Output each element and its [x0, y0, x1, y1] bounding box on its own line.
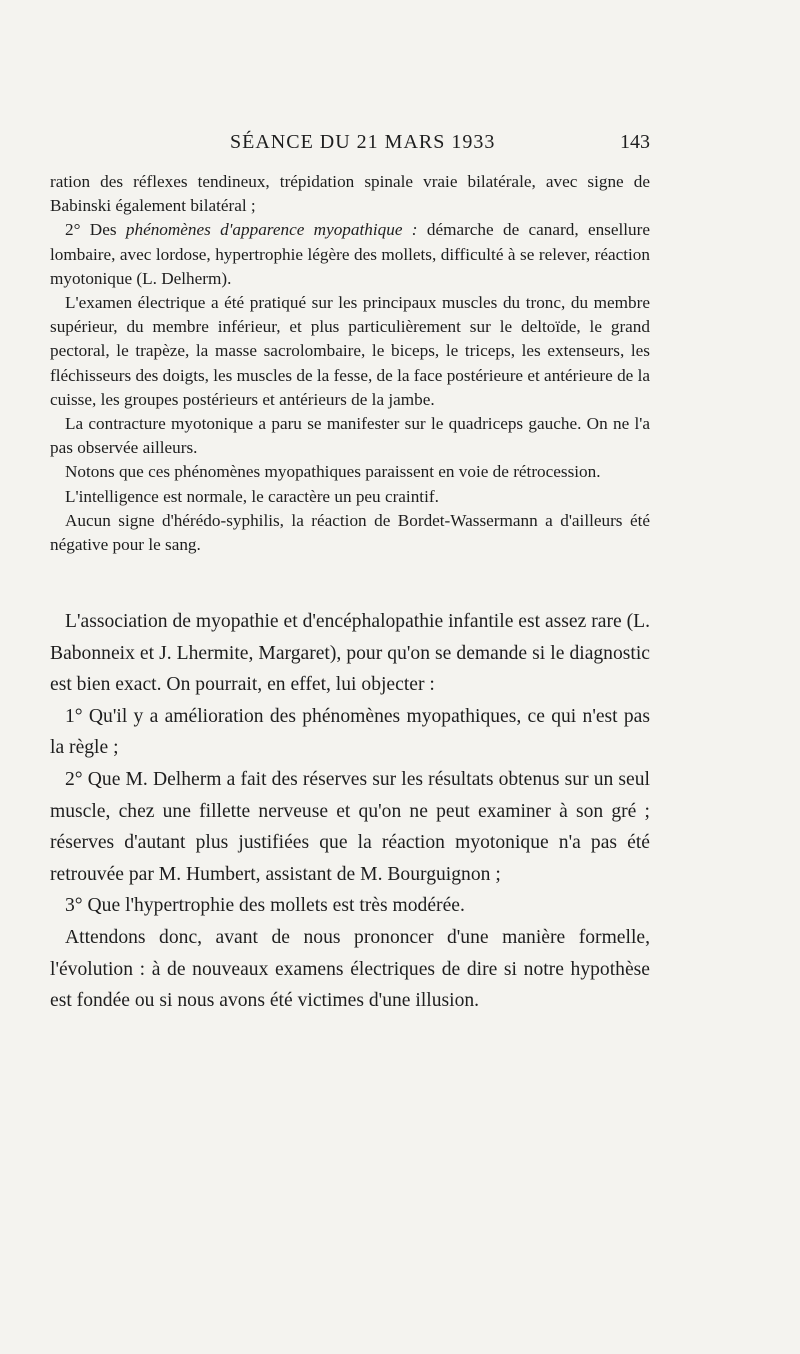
paragraph-intelligence: L'intelligence est normale, le caractère un peu craintif.: [65, 486, 439, 506]
page-number: 143: [620, 131, 650, 153]
paragraph-myopathic-signs: [50, 218, 650, 291]
paragraph-myotonic-contracture: La contracture myotonique a paru se manifester sur le quadriceps gauche. On ne l'a pas observée ailleurs.: [50, 414, 650, 458]
paragraph-conclusion: Attendons donc, avant de nous prononcer d'une manière formelle, l'évolution : à de nouveaux examens électriques de dire si notre hypothèse est fondée ou si nous avons été victimes d'une illusion.: [50, 926, 650, 1012]
paragraph-objection-1: 1° Qu'il y a amélioration des phénomènes myopathiques, ce qui n'est pas la règle ;: [50, 705, 650, 759]
paragraph-syphilis: Aucun signe d'hérédo-syphilis, la réaction de Bordet-Wassermann a d'ailleurs été négative pour le sang.: [50, 510, 650, 555]
discussion-text: [50, 606, 650, 1017]
paragraph-regression: Notons que ces phénomènes myopathiques paraissent en voie de rétrocession.: [65, 462, 601, 482]
paragraph-lead: 2° Des: [65, 220, 126, 240]
italic-term: phénomènes d'apparence myopathique :: [125, 220, 418, 240]
paragraph-rest: démarche de canard, ensellure lombaire, avec lordose, hypertrophie légère des mollets, difficulté à se relever, réaction myotonique (L. Delherm).: [50, 220, 650, 288]
running-title: SÉANCE DU 21 MARS 1933: [230, 131, 496, 153]
paragraph-reflexes: ration des réflexes tendineux, trépidation spinale vraie bilatérale, avec signe de Babinski également bilatéral ;: [50, 172, 650, 216]
running-header: [50, 131, 650, 157]
paragraph-electrical-exam: L'examen électrique a été pratiqué sur les principaux muscles du tronc, du membre supérieur, du membre inférieur, et plus particulièrement sur le deltoïde, le grand pectoral, le trapèze, la masse sacrolombaire, le biceps, le triceps, les extenseurs, les fléchisseurs des doigts, les muscles de la fesse, de la face postérieure et antérieure de la cuisse, les groupes postérieurs et antérieurs de la jambe.: [50, 293, 650, 409]
paragraph-objection-3: 3° Que l'hypertrophie des mollets est très modérée.: [65, 895, 465, 917]
paragraph-association: L'association de myopathie et d'encéphalopathie infantile est assez rare (L. Babonneix et J. Lhermite, Margaret), pour qu'on se demande si le diagnostic est bien exact. On pourrait, en effet, lui objecter :: [50, 611, 650, 696]
paragraph-objection-2: 2° Que M. Delherm a fait des réserves sur les résultats obtenus sur un seul muscle, chez une fillette nerveuse et qu'on ne peut examiner à son gré ; réserves d'autant plus justifiées que la réaction myotonique n'a pas été retrouvée par M. Humbert, assistant de M. Bourguignon ;: [50, 768, 650, 885]
case-report-text: [50, 170, 650, 557]
